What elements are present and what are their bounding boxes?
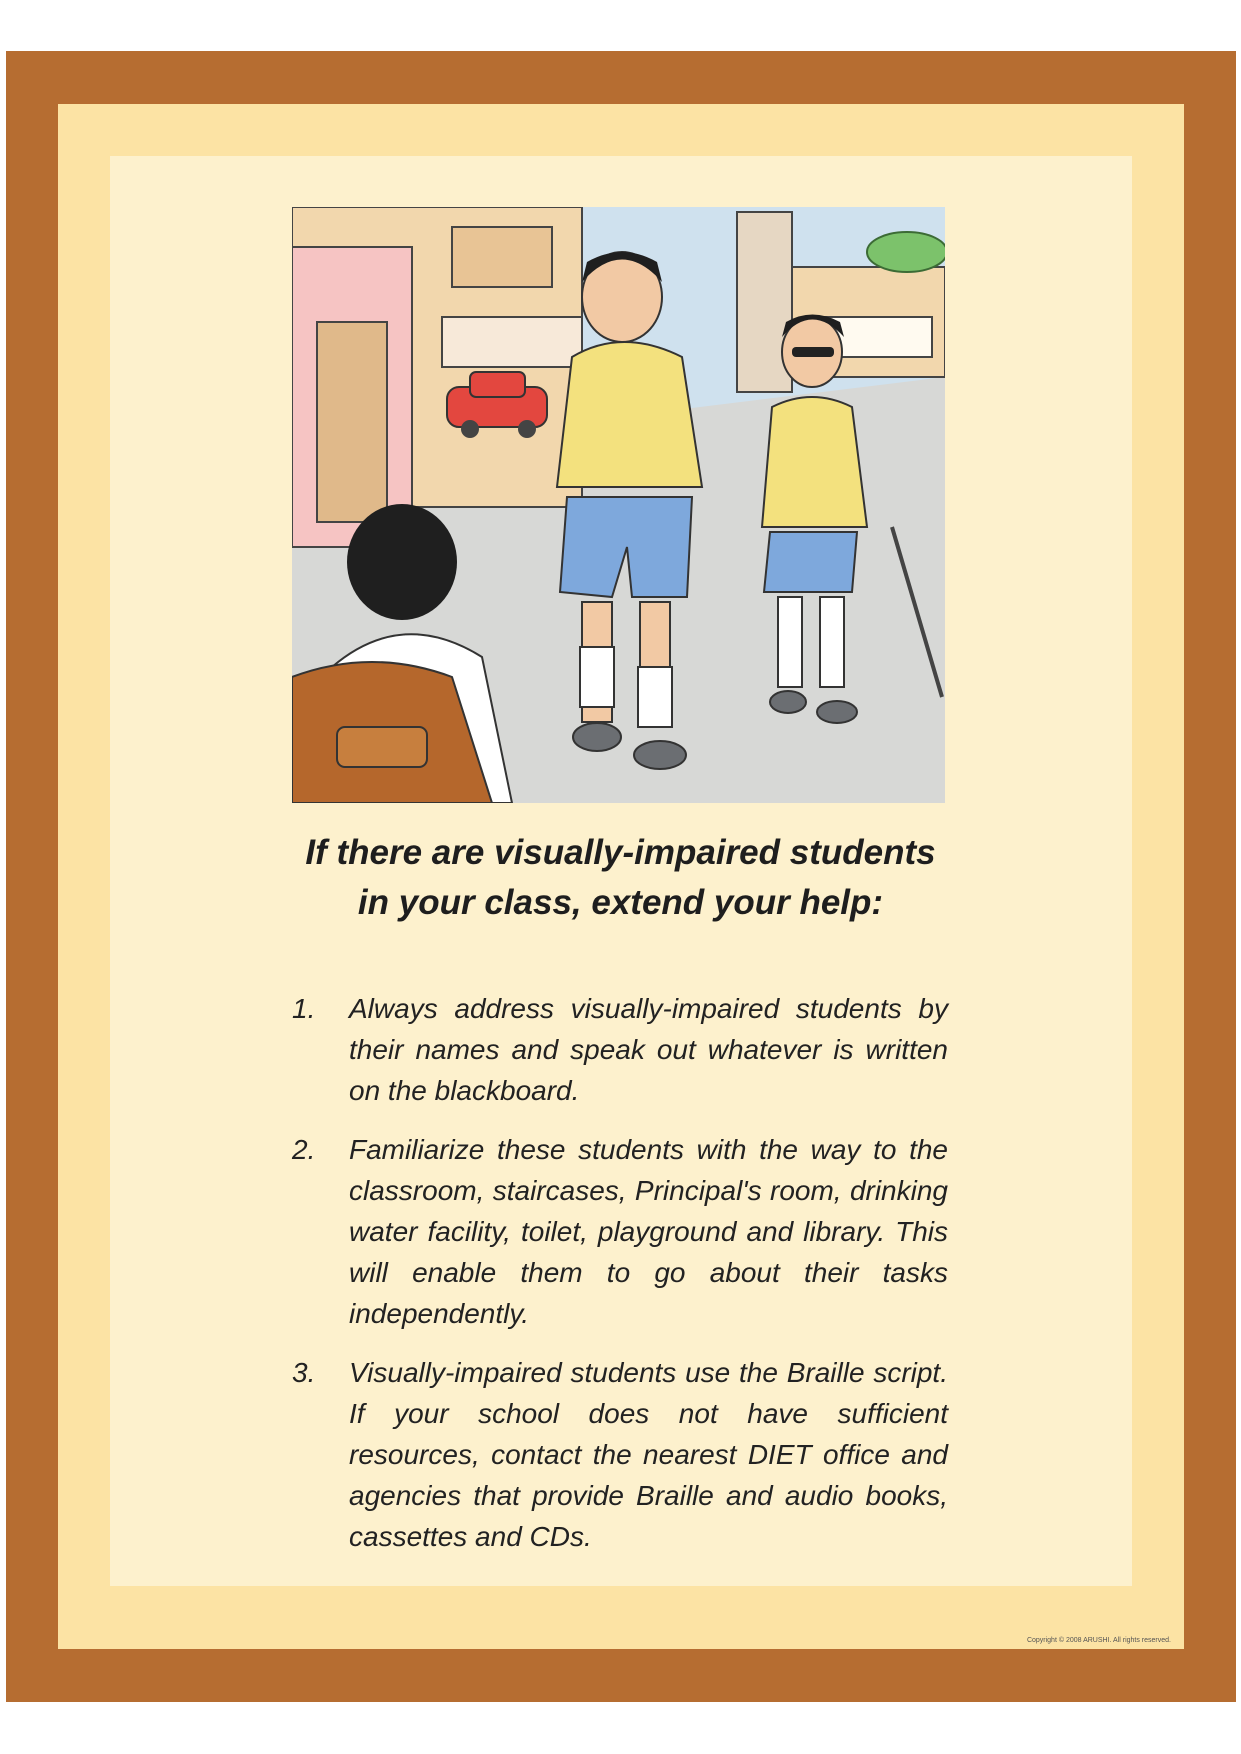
help-list [292, 988, 948, 1575]
list-item-text: Familiarize these students with the way to the classroom, staircases, Principal's room, drinking water facility, toilet, playground and library. This will enable them to go about their tasks independently. [349, 1134, 948, 1329]
illustration-students-walking [292, 207, 945, 803]
list-item [292, 1352, 948, 1557]
heading-line-1: If there are visually-impaired students [305, 833, 936, 872]
list-item [292, 988, 948, 1111]
list-item-text: Visually-impaired students use the Braille script. If your school does not have sufficient resources, contact the nearest DIET office and agencies that provide Braille and audio books, cassettes and CDs. [349, 1357, 948, 1552]
list-item-number: 1. [292, 993, 316, 1024]
copyright-notice: Copyright © 2008 ARUSHI. All rights reserved. [1026, 1637, 1171, 1644]
heading-line-2: in your class, extend your help: [357, 883, 884, 922]
list-item-number: 3. [292, 1357, 316, 1388]
list-item [292, 1129, 948, 1334]
list-item-number: 2. [292, 1134, 316, 1165]
poster-heading [220, 828, 1021, 928]
list-item-text: Always address visually-impaired students by their names and speak out whatever is written on the blackboard. [349, 993, 948, 1106]
